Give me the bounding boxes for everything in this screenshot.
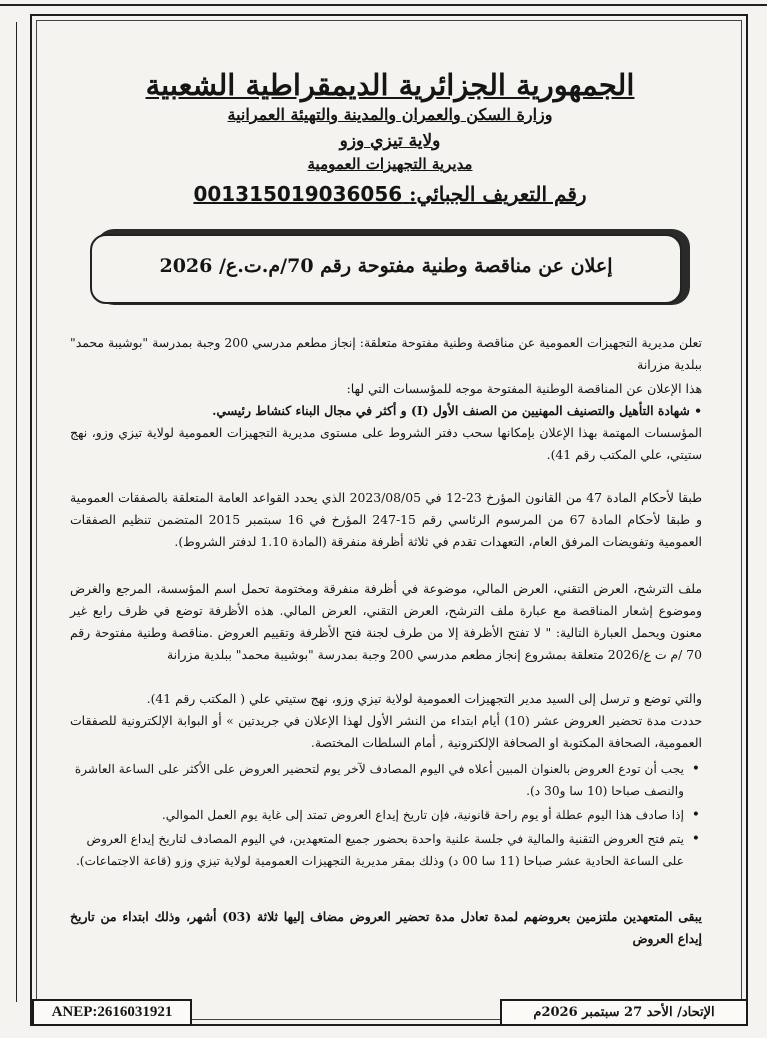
legal-basis-paragraph: طبقا لأحكام المادة 47 من القانون المؤرخ 23-12 في 2023/08/05 الذي يحدد القواعد العامة المتعلقة بالصفقات العمومية و طبقا لأحكام المادة 67 من المرسوم الرئاسي رقم 15-247 المؤرخ في 16 سبتمبر 2015 المتضمن تنظيم الصفقات العمومية وتفويضات المرفق العام، التعهدات تقدم في ثلاثة أظرفة منفرقة (المادة 1.10 لدفتر الشروط).: [70, 490, 702, 549]
anep-reference: ANEP:2616031921: [32, 999, 192, 1026]
list-item: • يتم فتح العروض التقنية والمالية في جلسة علنية واحدة بحضور جميع المتعهدين، في اليوم المصادف لتاريخ إيداع العروض على الساعة الحادية عشر صباحا (11 سا 00 د) وذلك بمقر مديرية التجهيزات العمومية لولاية تيزي وزو (قاعة الاجتماعات).: [70, 828, 702, 872]
validity-paragraph: يبقى المتعهدين ملتزمين بعروضهم لمدة تعادل مدة تحضير العروض مضاف إليها ثلاثة (03) أشهر، وذلك ابتداء من تاريخ إيداع العروض: [70, 909, 702, 946]
eligibility-intro: هذا الإعلان عن المناقصة الوطنية المفتوحة موجه للمؤسسات التي لها:: [346, 381, 702, 396]
ministry-heading: وزارة السكن والعمران والمدينة والتهيئة العمرانية: [227, 105, 553, 124]
top-rule: [0, 4, 767, 6]
directorate-heading: مديرية التجهيزات العمومية: [307, 155, 473, 173]
tax-id-line: [180, 182, 600, 206]
wilaya-heading: ولاية تيزي وزو: [339, 131, 441, 151]
list-item: • يجب أن تودع العروض بالعنوان المبين أعلاه في اليوم المصادف لآخر يوم لتحضير العروض على الأكثر على الساعة العاشرة والنصف صباحا (10 سا و30 د).: [70, 758, 702, 802]
left-margin-strip: [2, 22, 17, 1002]
preparation-period: حددت مدة تحضير العروض عشر (10) أيام ابتداء من النشر الأول لهذا الإعلان في جريدتين » أو البوابة الإلكترونية للصفقات العمومية، الصحافة المكتوبة او الصحافة الإلكترونية , أمام السلطات المختصة.: [70, 713, 702, 750]
republic-heading: الجمهورية الجزائرية الديمقراطية الشعبية: [145, 68, 635, 102]
submission-address: والتي توضع و ترسل إلى السيد مدير التجهيزات العمومية لولاية تيزي وزو، نهج ستيتي علي ( المكتب رقم 41).: [146, 691, 702, 706]
publication-date: الإتحاد/ الأحد 27 سبتمبر 2026م: [500, 999, 748, 1026]
specifications-withdrawal: المؤسسات المهتمة بهذا الإعلان بإمكانها سحب دفتر الشروط على مستوى مديرية التجهيزات العمومية لولاية تيزي وزو، نهج ستيتي، علي المكتب رقم 41).: [70, 425, 702, 462]
envelopes-paragraph: ملف الترشح، العرض التقني، العرض المالي، موضوعة في أظرفة منفرقة ومختومة تحمل اسم المؤسسة، المرجع والغرض وموضوع إشعار المناقصة مع عبارة ملف الترشح، العرض التقني، العرض المالي. هذه الأظرفة توضع في ظرف رابع غير معنون ويحمل العبارة التالية: " لا تفتح الأظرفة إلا من طرف لجنة فتح الأظرفة وتقييم العروض .مناقصة وطنية مفتوحة رقم 70 /م ت ع/2026 متعلقة بمشروع إنجاز مطعم مدرسي 200 وجبة بمدرسة "بوشيبة محمد" ببلدية مزرانة: [70, 581, 702, 662]
announcement-title: إعلان عن مناقصة وطنية مفتوحة رقم 70/م.ت.ع/ 2026: [159, 255, 613, 277]
announcement-box: [90, 234, 682, 304]
tax-id-number: 001315019036056: [193, 182, 403, 206]
intro-paragraph: تعلن مديرية التجهيزات العمومية عن مناقصة وطنية مفتوحة متعلقة: إنجاز مطعم مدرسي 200 وجبة بمدرسة "بوشيبة محمد" ببلدية مزرانة: [70, 335, 702, 372]
eligibility-certificate: • شهادة التأهيل والتصنيف المهنيين من الصنف الأول (I) و أكثر في مجال البناء كنشاط رئيسي.: [212, 403, 702, 418]
conditions-list: [70, 758, 702, 874]
list-item: • إذا صادف هذا اليوم عطلة أو يوم راحة قانونية، فإن تاريخ إيداع العروض تمتد إلى غاية يوم العمل الموالي.: [70, 804, 702, 826]
tax-id-label: رقم التعريف الجبائي:: [409, 182, 587, 206]
